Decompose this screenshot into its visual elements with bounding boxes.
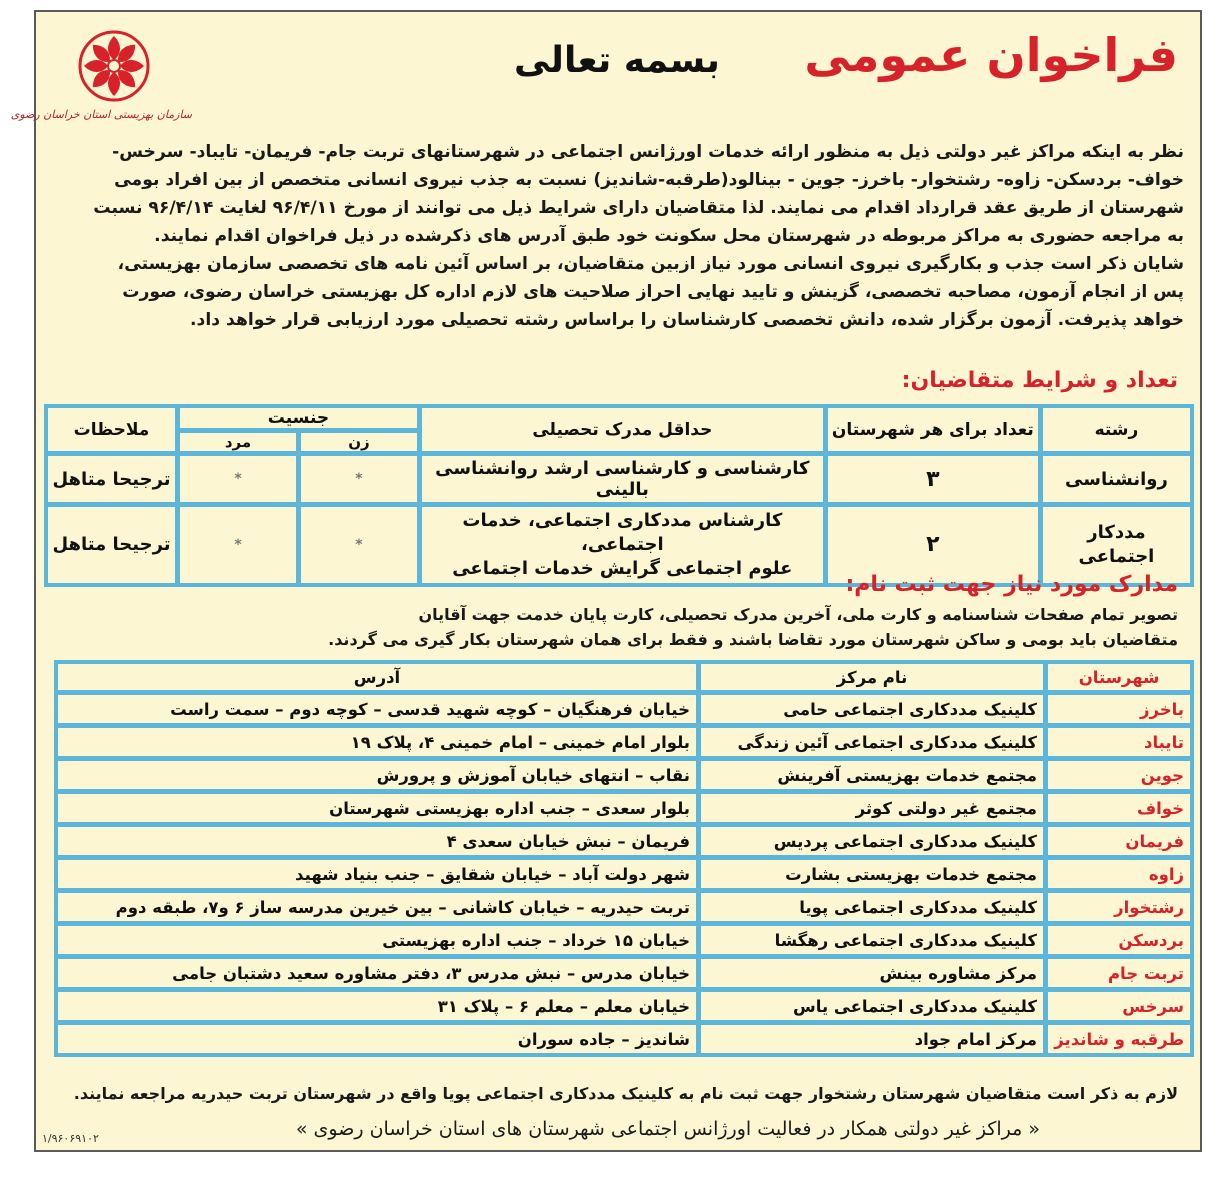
center-cell: کلینیک مددکاری اجتماعی پویا xyxy=(700,892,1044,922)
center-cell: کلینیک مددکاری اجتماعی حامی xyxy=(700,694,1044,724)
documents-line: متقاضیان باید بومی و ساکن شهرستان مورد تقاضا باشند و فقط برای همان شهرستان بکار گیری می گردند. xyxy=(328,630,1178,649)
degree-cell xyxy=(421,506,824,584)
bismillah-heading: بسمه تعالی xyxy=(514,40,720,81)
header-city: شهرستان xyxy=(1047,663,1191,691)
city-cell: باخرز xyxy=(1047,694,1191,724)
table-row xyxy=(57,760,1191,790)
table-row xyxy=(57,793,1191,823)
signature-line: « مراکز غیر دولتی همکار در فعالیت اورژانس اجتماعی شهرستان های استان خراسان رضوی » xyxy=(295,1118,1040,1140)
header-male: مرد xyxy=(179,432,297,452)
intro-line: پس از انجام آزمون، مصاحبه تخصصی، گزینش و تایید نهایی احراز صلاحیت های لازم اداره کل بهزیستی خراسان رضوی، صورت xyxy=(122,282,1184,302)
female-cell: * xyxy=(300,455,418,503)
center-cell: مجتمع خدمات بهزیستی آفرینش xyxy=(700,760,1044,790)
address-cell: خیابان فرهنگیان – کوچه شهید قدسی – کوچه دوم – سمت راست xyxy=(57,694,697,724)
city-cell: سرخس xyxy=(1047,991,1191,1021)
center-cell: کلینیک مددکاری اجتماعی یاس xyxy=(700,991,1044,1021)
degree-line: علوم اجتماعی گرایش خدمات اجتماعی xyxy=(452,558,793,579)
intro-paragraph xyxy=(66,138,1184,334)
header-count: تعداد برای هر شهرستان xyxy=(827,407,1039,452)
city-cell: رشتخوار xyxy=(1047,892,1191,922)
table-row xyxy=(57,694,1191,724)
address-cell: بلوار سعدی – جنب اداره بهزیستی شهرستان xyxy=(57,793,697,823)
documents-text xyxy=(58,602,1178,652)
documents-line: تصویر تمام صفحات شناسنامه و کارت ملی، آخرین مدرک تحصیلی، کارت پایان خدمت جهت آقایان xyxy=(418,605,1178,624)
ad-reference-code: ۱/۹۶۰۶۹۱۰۲ xyxy=(42,1132,99,1145)
address-cell: بلوار امام خمینی – امام خمینی ۴، پلاک ۱۹ xyxy=(57,727,697,757)
header-center: نام مرکز xyxy=(700,663,1044,691)
table-row xyxy=(57,859,1191,889)
announcement-frame xyxy=(10,10,1202,1152)
city-cell: تایباد xyxy=(1047,727,1191,757)
center-cell: مجتمع خدمات بهزیستی بشارت xyxy=(700,859,1044,889)
table-row xyxy=(57,925,1191,955)
address-cell: خیابان مدرس – نبش مدرس ۳، دفتر مشاوره سعید دشتبان جامی xyxy=(57,958,697,988)
address-cell: نقاب – انتهای خیابان آموزش و پرورش xyxy=(57,760,697,790)
address-cell: شهر دولت آباد – خیابان شقایق – جنب بنیاد شهید xyxy=(57,859,697,889)
male-cell: * xyxy=(179,506,297,584)
table-row xyxy=(57,727,1191,757)
rashtkhar-registration-note: لازم به ذکر است متقاضیان شهرستان رشتخوار جهت ثبت نام به کلینیک مددکاری اجتماعی پویا واقع در شهرستان تربت حیدریه مراجعه نمایند. xyxy=(73,1084,1178,1103)
table-header-row xyxy=(47,407,1191,429)
table-row xyxy=(47,455,1191,503)
address-cell: تربت حیدریه – خیابان کاشانی – بین خیرین مدرسه ساز ۶ و۷، طبقه دوم xyxy=(57,892,697,922)
header-notes: ملاحظات xyxy=(47,407,176,452)
city-cell: بردسکن xyxy=(1047,925,1191,955)
header-gender: جنسیت xyxy=(179,407,418,429)
header-degree: حداقل مدرک تحصیلی xyxy=(421,407,824,452)
city-cell: زاوه xyxy=(1047,859,1191,889)
city-cell: تربت جام xyxy=(1047,958,1191,988)
city-cell: طرقبه و شاندیز xyxy=(1047,1024,1191,1054)
center-cell: کلینیک مددکاری اجتماعی آئین زندگی xyxy=(700,727,1044,757)
table-header-row xyxy=(57,663,1191,691)
welfare-organization-logo xyxy=(44,16,174,146)
city-cell: خواف xyxy=(1047,793,1191,823)
header-field: رشته xyxy=(1042,407,1191,452)
degree-line: کارشناسی و کارشناسی ارشد روانشناسی بالینی xyxy=(435,458,810,500)
address-cell: خیابان ۱۵ خرداد – جنب اداره بهزیستی xyxy=(57,925,697,955)
requirements-section-title: تعداد و شرایط متقاضیان: xyxy=(901,368,1178,393)
intro-line: نظر به اینکه مراکز غیر دولتی ذیل به منظور ارائه خدمات اورژانس اجتماعی در شهرستانهای تربت جام- فریمان- تایباد- سرخس- xyxy=(112,142,1184,162)
count-cell: ۲ xyxy=(827,506,1039,584)
intro-line: شایان ذکر است جذب و بکارگیری نیروی انسانی مورد نیاز ازبین متقاضیان، بر اساس آئین نامه های تخصصی سازمان بهزیستی، xyxy=(117,254,1184,274)
city-cell: فریمان xyxy=(1047,826,1191,856)
address-cell: خیابان معلم – معلم ۶ – پلاک ۳۱ xyxy=(57,991,697,1021)
table-row xyxy=(57,826,1191,856)
degree-line: کارشناس مددکاری اجتماعی، خدمات اجتماعی، xyxy=(462,510,783,555)
table-row xyxy=(57,892,1191,922)
address-cell: فریمان – نبش خیابان سعدی ۴ xyxy=(57,826,697,856)
count-cell: ۳ xyxy=(827,455,1039,503)
field-cell: مددکار اجتماعی xyxy=(1042,506,1191,584)
addresses-table xyxy=(54,660,1194,1057)
center-cell: کلینیک مددکاری اجتماعی رهگشا xyxy=(700,925,1044,955)
address-cell: شاندیز – جاده سوران xyxy=(57,1024,697,1054)
female-cell: * xyxy=(300,506,418,584)
page-title: فراخوان عمومی xyxy=(804,28,1178,82)
center-cell: کلینیک مددکاری اجتماعی پردیس xyxy=(700,826,1044,856)
male-cell: * xyxy=(179,455,297,503)
center-cell: مرکز امام جواد xyxy=(700,1024,1044,1054)
intro-line: شهرستان از طریق عقد قرارداد اقدام می نمایند. لذا متقاضیان دارای شرایط ذیل می توانند از مورخ ۹۶/۴/۱۱ لغایت ۹۶/۴/۱۴ نسبت xyxy=(93,198,1184,218)
logo-caption: سازمان بهزیستی استان خراسان رضوی xyxy=(10,108,192,121)
center-cell: مجتمع غیر دولتی کوثر xyxy=(700,793,1044,823)
center-cell: مرکز مشاوره بینش xyxy=(700,958,1044,988)
table-row xyxy=(57,1024,1191,1054)
field-cell: روانشناسی xyxy=(1042,455,1191,503)
intro-line: خواف- بردسکن- زاوه- رشتخوار- باخرز- جوین - بینالود(طرقبه-شاندیز) نسبت به جذب نیروی انسانی متخصص از بین افراد بومی xyxy=(114,170,1184,190)
header-address: آدرس xyxy=(57,663,697,691)
table-row xyxy=(57,958,1191,988)
notes-cell: ترجیحا متاهل xyxy=(47,455,176,503)
table-row xyxy=(57,991,1191,1021)
intro-line: به مراجعه حضوری به مراکز مربوطه در شهرستان محل سکونت خود طبق آدرس های ذکرشده در ذیل فراخوان اقدام نمایند. xyxy=(154,226,1184,246)
documents-section-title: مدارک مورد نیاز جهت ثبت نام: xyxy=(845,572,1178,597)
degree-cell xyxy=(421,455,824,503)
city-cell: جوین xyxy=(1047,760,1191,790)
intro-line: خواهد پذیرفت. آزمون برگزار شده، دانش تخصصی کارشناسان را براساس رشته تحصیلی مورد ارزیابی قرار خواهد داد. xyxy=(189,310,1184,330)
notes-cell: ترجیحا متاهل xyxy=(47,506,176,584)
requirements-table xyxy=(44,404,1194,587)
header-female: زن xyxy=(300,432,418,452)
